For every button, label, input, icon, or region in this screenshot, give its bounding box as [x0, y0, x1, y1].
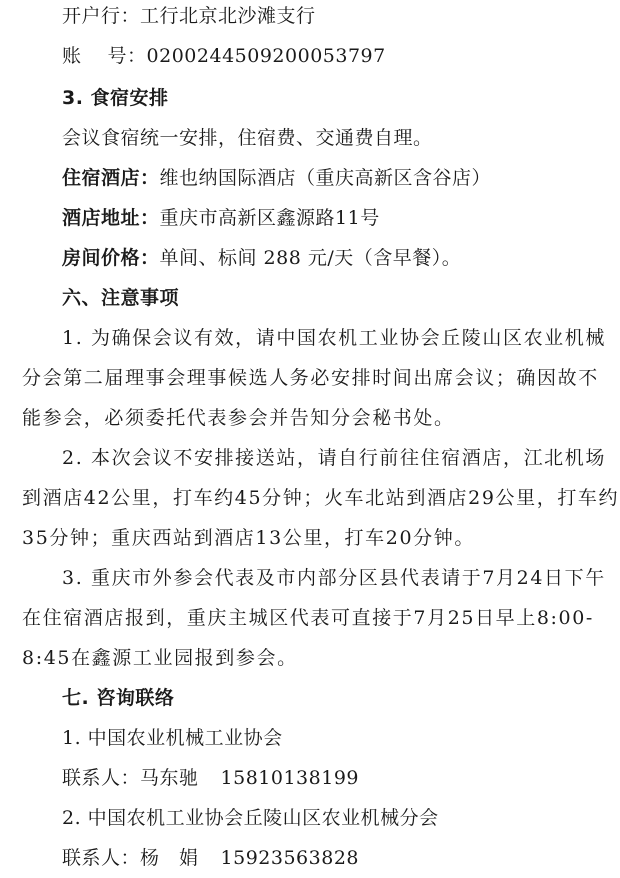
address-line: [0, 198, 620, 238]
notice1-line1: 1. 为确保会议有效，请中国农机工业协会丘陵山区农业机械: [62, 327, 606, 349]
notice1-line3: 能参会，必须委托代表参会并告知分会秘书处。: [22, 407, 455, 429]
bank-account-label: 账 号：: [62, 45, 147, 67]
contact1-line: [0, 758, 620, 798]
bank-account-value: 0200244509200053797: [146, 45, 386, 67]
notice1-line2: 分会第二届理事会理事候选人务必安排时间出席会议；确因故不: [22, 367, 599, 389]
notice3-line3: 8:45在鑫源工业园报到参会。: [22, 647, 298, 669]
bank-branch-line: [0, 0, 620, 36]
contact2-name: 杨 娟: [140, 847, 199, 869]
section7-heading: 七. 咨询联络: [62, 687, 175, 709]
section3-heading: 3. 食宿安排: [62, 87, 169, 109]
contact1-label: 联系人：: [62, 767, 141, 789]
bank-branch-label: 开户行：: [62, 5, 141, 27]
notice2-line3: 35分钟；重庆西站到酒店13公里，打车20分钟。: [22, 527, 475, 549]
notice2-line2: 到酒店42公里，打车约45分钟；火车北站到酒店29公里，打车约: [22, 487, 620, 509]
hotel-value: 维也纳国际酒店（重庆高新区含谷店）: [159, 167, 492, 189]
contact-org1: 1. 中国农业机械工业协会: [62, 727, 283, 749]
price-value: 单间、标间 288 元/天（含早餐）。: [159, 247, 462, 269]
address-value: 重庆市高新区鑫源路11号: [159, 207, 380, 229]
bank-branch-value: 工行北京北沙滩支行: [140, 5, 316, 27]
contact2-line: [0, 838, 620, 878]
section3-line1: 会议食宿统一安排，住宿费、交通费自理。: [62, 127, 433, 149]
contact1-phone: 15810138199: [220, 767, 360, 789]
contact2-label: 联系人：: [62, 847, 141, 869]
bank-account-line: [0, 36, 620, 76]
notice3-line1: 3. 重庆市外参会代表及市内部分区县代表请于7月24日下午: [62, 567, 606, 589]
section6-heading: 六、注意事项: [62, 287, 180, 309]
contact2-phone: 15923563828: [220, 847, 360, 869]
hotel-line: [0, 158, 620, 198]
price-line: [0, 238, 620, 278]
price-label: 房间价格：: [62, 247, 160, 269]
notice2-line1: 2. 本次会议不安排接送站，请自行前往住宿酒店，江北机场: [62, 447, 606, 469]
contact-org2: 2. 中国农机工业协会丘陵山区农业机械分会: [62, 807, 439, 829]
address-label: 酒店地址：: [62, 207, 160, 229]
notice3-line2: 在住宿酒店报到，重庆主城区代表可直接于7月25日早上8:00-: [22, 607, 594, 629]
contact1-name: 马东驰: [140, 767, 199, 789]
hotel-label: 住宿酒店：: [62, 167, 160, 189]
